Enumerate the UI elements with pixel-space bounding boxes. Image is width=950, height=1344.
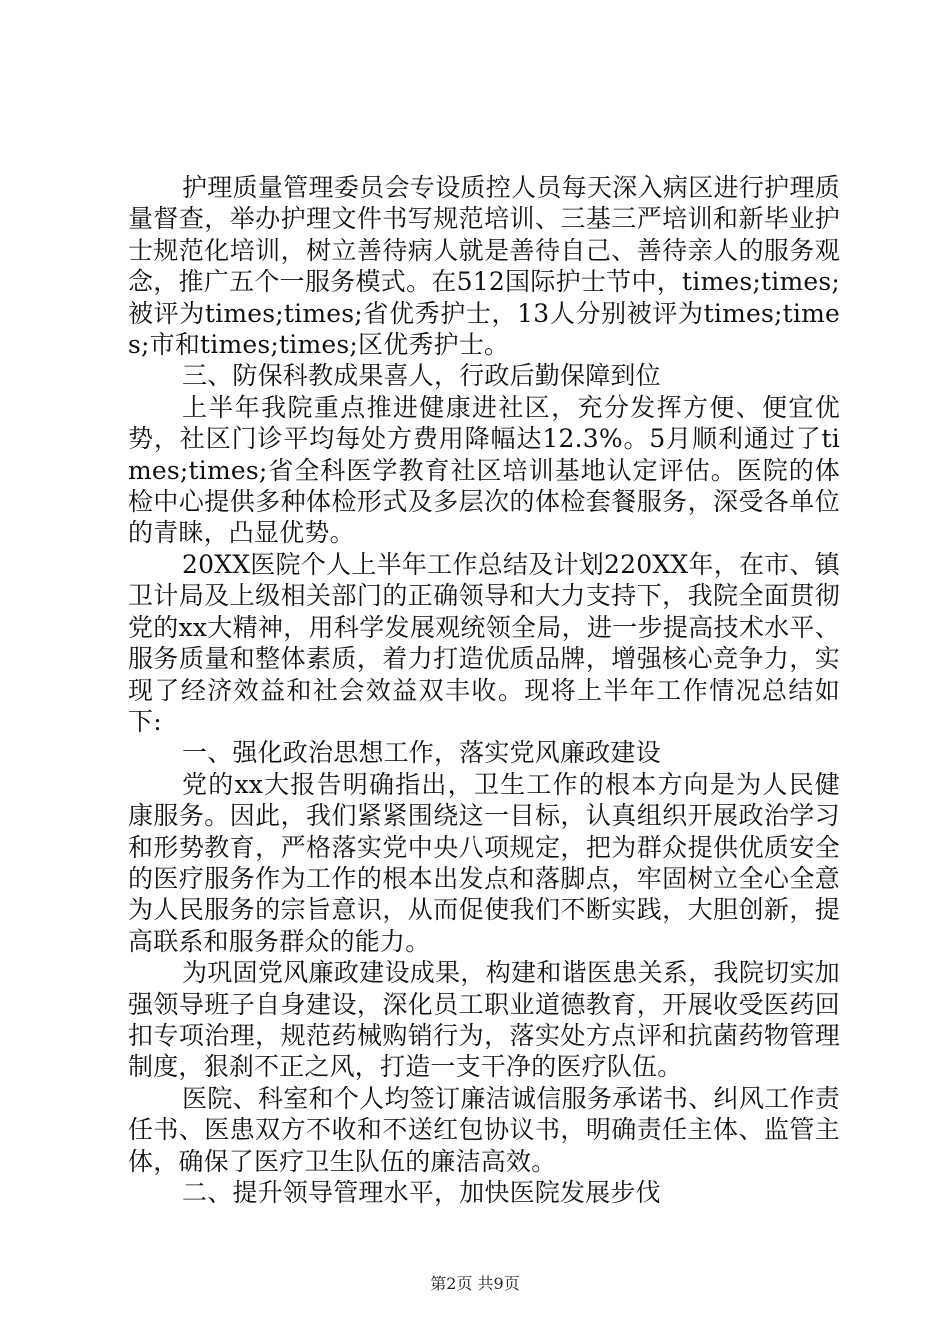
- section-heading-1: 一、强化政治思想工作，落实党风廉政建设: [182, 738, 661, 768]
- paragraph-responsibility-letters: 医院、科室和个人均签订廉洁诚信服务承诺书、纠风工作责任书、医患双方不收和不送红包协议书，明确责任主体、监管主体，确保了医疗卫生队伍的廉洁高效。: [128, 1083, 840, 1176]
- document-body: [128, 172, 840, 1208]
- paragraph-community-health: 上半年我院重点推进健康进社区，充分发挥方便、便宜优势，社区门诊平均每处方费用降幅达12.3%。5月顺利通过了times;times;省全科医学教育社区培训基地认定评估。医院的体检中心提供多种体检形式及多层次的体检套餐服务，深受各单位的青睐，凸显优势。: [128, 392, 840, 548]
- paragraph-political-study: 党的xx大报告明确指出，卫生工作的根本方向是为人民健康服务。因此，我们紧紧围绕这一目标，认真组织开展政治学习和形势教育，严格落实党中央八项规定，把为群众提供优质安全的医疗服务作为工作的根本出发点和落脚点，牢固树立全心全意为人民服务的宗旨意识，从而促使我们不断实践，大胆创新，提高联系和服务群众的能力。: [128, 769, 840, 956]
- page-number-footer: 第2页 共9页: [430, 1274, 520, 1293]
- paragraph-integrity-building: 为巩固党风廉政建设成果，构建和谐医患关系，我院切实加强领导班子自身建设，深化员工职业道德教育，开展收受医药回扣专项治理，规范药械购销行为，落实处方点评和抗菌药物管理制度，狠刹不正之风，打造一支干净的医疗队伍。: [128, 958, 840, 1082]
- section-heading-3: 三、防保科教成果喜人，行政后勤保障到位: [182, 361, 661, 391]
- paragraph-summary-intro: 20XX医院个人上半年工作总结及计划220XX年，在市、镇卫计局及上级相关部门的正确领导和大力支持下，我院全面贯彻党的xx大精神，用科学发展观统领全局，进一步提高技术水平、服务质量和整体素质，着力打造优质品牌，增强核心竞争力，实现了经济效益和社会效益双丰收。现将上半年工作情况总结如下:: [128, 549, 840, 736]
- paragraph-nursing-quality: 护理质量管理委员会专设质控人员每天深入病区进行护理质量督查，举办护理文件书写规范培训、三基三严培训和新毕业护士规范化培训，树立善待病人就是善待自己、善待亲人的服务观念，推广五个一服务模式。在512国际护士节中，times;times;被评为times;times;省优秀护士，13人分别被评为times;times;市和times;times;区优秀护士。: [128, 173, 840, 360]
- section-heading-2: 二、提升领导管理水平，加快医院发展步伐: [182, 1178, 661, 1207]
